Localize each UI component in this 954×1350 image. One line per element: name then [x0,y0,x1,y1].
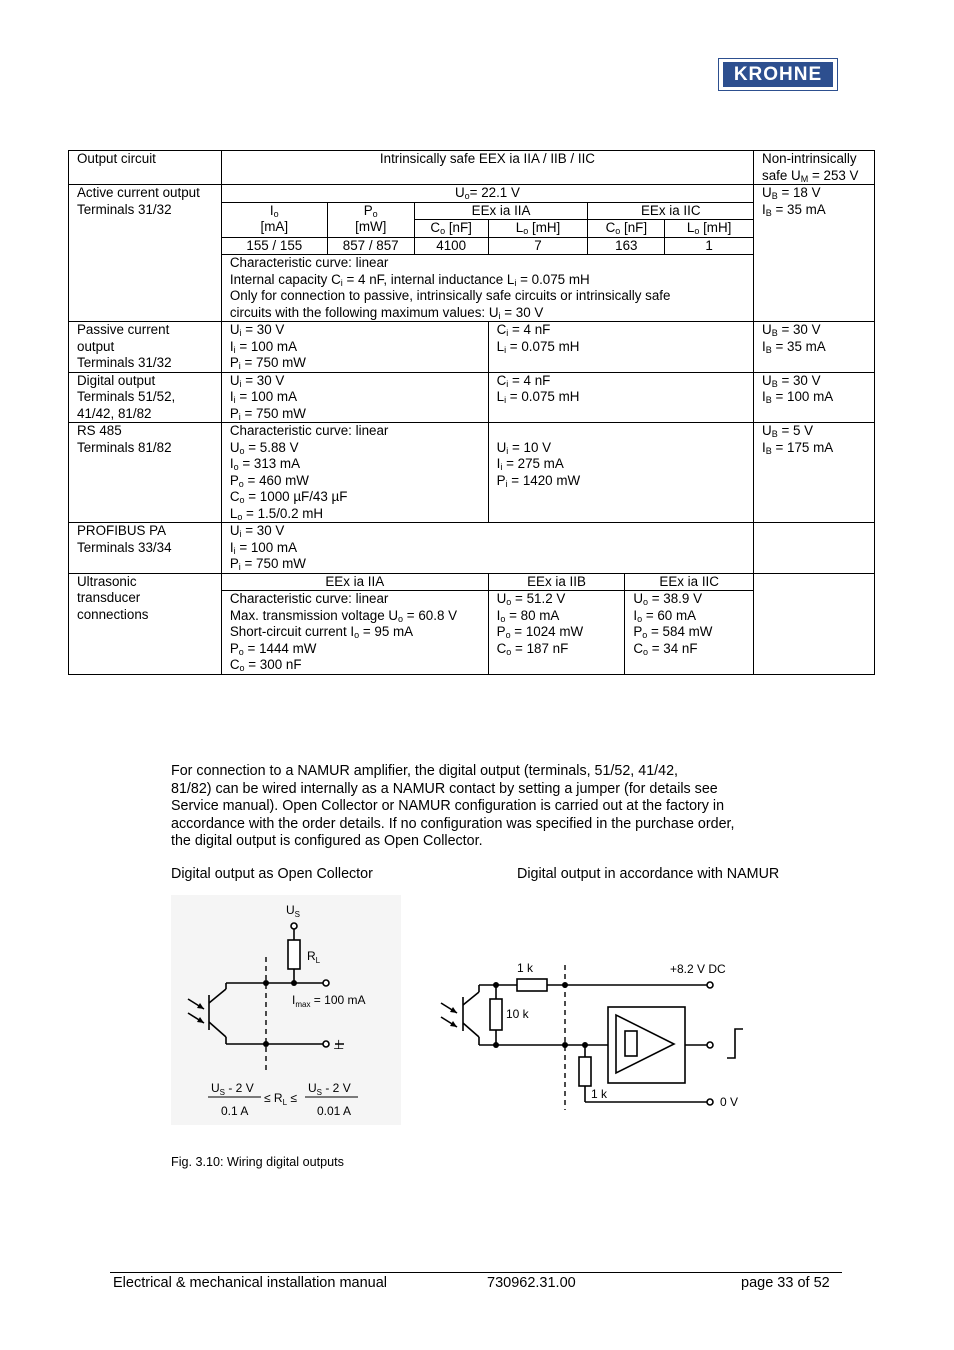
footer-manual-title: Electrical & mechanical installation manual [113,1275,388,1291]
table-row [69,423,875,523]
active-co-head-c: $C_o$ [nF] [588,220,665,238]
rl-label: $R_L$ [307,949,321,965]
formula-den2: 0.01 A [317,1104,352,1118]
table-header-row [69,151,875,185]
active-lo-head-c: $L_o$ [mH] [665,220,754,238]
ultrasonic-iia: Characteristic curve: linear Max. transmission voltage $U_o = 60.8$ V Short-circuit current $I_o = 95$ mA $P_o = 1444$ mW $C_o = 300$ nF [221,591,488,675]
footer-page-number: page 33 of 52 [741,1275,830,1291]
active-ub-ib: $U_B = 18$ V $I_B = 35$ mA [754,185,875,322]
open-collector-diagram [171,895,401,1125]
caption-namur: Digital output in accordance with NAMUR [517,866,780,882]
passive-label: Passive current output Terminals 31/32 [69,322,222,373]
ultrasonic-iib-head: EEx ia IIB [488,573,625,591]
ultrasonic-empty [754,573,875,674]
digital-ub: $U_B = 30$ V $I_B = 100$ mA [754,372,875,423]
ultrasonic-iia-head: EEx ia IIA [221,573,488,591]
active-val-po: 857 / 857 [327,237,414,255]
us-label: $U_S$ [286,903,301,919]
active-val-co-a: 4100 [414,237,488,255]
r3-label: 1 k [591,1087,608,1101]
active-val-co-c: 163 [588,237,665,255]
digital-ui: $U_i = 30$ V $I_i = 100$ mA $P_i = 750$ mW [221,372,488,423]
table-row [69,372,875,423]
r2-label: 10 k [506,1007,529,1021]
rs485-ub: $U_B = 5$ V $I_B = 175$ mA [754,423,875,523]
table-row [69,185,875,203]
namur-diagram [430,945,760,1125]
spec-table [68,150,875,675]
formula-num2: $U_S - 2$ V [308,1081,351,1097]
active-eexiic-head: EEx ia IIC [588,202,754,220]
active-co-head-a: $C_o$ [nF] [414,220,488,238]
zero-v-label: 0 V [720,1095,739,1109]
r1-label: 1 k [517,961,534,975]
imax-label: $I_{max} = 100$ mA [292,993,366,1009]
formula-num1: $U_S - 2$ V [211,1081,254,1097]
active-uo: $U_o= 22.1$ V [221,185,753,203]
active-lo-head-a: $L_o$ [mH] [488,220,588,238]
header-nonintrinsic: Non-intrinsically safe $U_M = 253$ V [754,151,875,185]
caption-open-collector: Digital output as Open Collector [171,866,373,882]
formula-den1: 0.1 A [221,1104,249,1118]
ultrasonic-iic: $U_o = 38.9$ V $I_o = 60$ mA $P_o = 584$ mW $C_o = 34$ nF [625,591,754,675]
logo-text: KROHNE [723,62,833,87]
digital-label: Digital output Terminals 51/52, 41/42, 81/82 [69,372,222,423]
formula-mid: ≤ $R_L$ ≤ [264,1091,297,1107]
table-row [69,523,875,574]
active-po-head: $P_o$ [mW] [327,202,414,237]
header-output-circuit: Output circuit [69,151,222,185]
ground-symbol: ⊥ [333,1037,345,1052]
passive-ci: $C_i = 4$ nF $L_i = 0.075$ mH [488,322,753,373]
active-io-head: $I_o$ [mA] [221,202,327,237]
active-notes: Characteristic curve: linear Internal capacity $C_i = 4$ nF, internal inductance $L_i = 0.075$ mH Only for connection to passive, intrinsically safe circuits or intrinsically safe circuits with the following maximum values: $U_i = 30$ V [221,255,753,322]
namur-paragraph: For connection to a NAMUR amplifier, the digital output (terminals, 51/52, 41/42, 81/82) can be wired internally as a NAMUR contact by setting a jumper (for details see Service manual). Open Collector or NAMUR configuration is carried out at the factory in accordance with the order details. If no configuration was specified in the purchase order, the digital output is configured as Open Collector. [171,763,735,850]
ultrasonic-iic-head: EEx ia IIC [625,573,754,591]
figure-caption: Fig. 3.10: Wiring digital outputs [171,1155,344,1169]
active-val-io: 155 / 155 [221,237,327,255]
table-row [69,573,875,591]
vdc-label: +8.2 V DC [670,962,726,976]
profibus-ui: $U_i = 30$ V $I_i = 100$ mA $P_i = 750$ mW [221,523,753,574]
header-intrinsic: Intrinsically safe EEX ia IIA / IIB / IIC [221,151,753,185]
passive-ub: $U_B = 30$ V $I_B = 35$ mA [754,322,875,373]
krohne-logo [718,58,838,91]
passive-ui: $U_i = 30$ V $I_i = 100$ mA $P_i = 750$ mW [221,322,488,373]
rs485-label: RS 485 Terminals 81/82 [69,423,222,523]
profibus-empty [754,523,875,574]
active-val-lo-c: 1 [665,237,754,255]
active-eexiia-head: EEx ia IIA [414,202,588,220]
footer-rule [110,1272,842,1273]
active-val-lo-a: 7 [488,237,588,255]
ultrasonic-label: Ultrasonic transducer connections [69,573,222,674]
rs485-ui: $U_i = 10$ V $I_i = 275$ mA $P_i = 1420$ mW [488,423,753,523]
footer-doc-number: 730962.31.00 [487,1275,576,1291]
rs485-uo: Characteristic curve: linear $U_o = 5.88$ V $I_o = 313$ mA $P_o = 460$ mW $C_o = 1000$ µF/43 µF $L_o = 1.5/0.2$ mH [221,423,488,523]
profibus-label: PROFIBUS PA Terminals 33/34 [69,523,222,574]
table-row [69,322,875,373]
active-label: Active current output Terminals 31/32 [69,185,222,322]
digital-ci: $C_i = 4$ nF $L_i = 0.075$ mH [488,372,753,423]
ultrasonic-iib: $U_o = 51.2$ V $I_o = 80$ mA $P_o = 1024$ mW $C_o = 187$ nF [488,591,625,675]
